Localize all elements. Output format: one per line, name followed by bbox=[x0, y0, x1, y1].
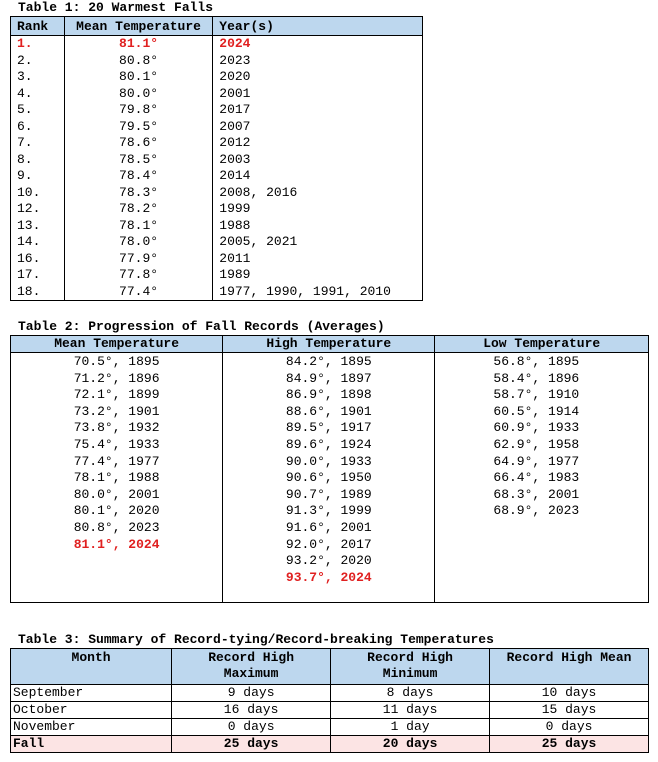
years-cell: 2001 bbox=[213, 86, 423, 103]
low-record-entry: 62.9°, 1958 bbox=[493, 436, 580, 452]
high-record-entry: 93.2°, 2020 bbox=[285, 553, 372, 569]
high-record-entry: 93.7°, 2024 bbox=[285, 569, 372, 585]
rank-cell: 3. bbox=[11, 69, 65, 86]
column-header-month: Month bbox=[11, 649, 172, 685]
mean-temperature-cell: 78.6° bbox=[64, 135, 212, 152]
high-record-entry: 88.6°, 1901 bbox=[285, 403, 372, 419]
month-cell: September bbox=[11, 685, 172, 702]
table-row bbox=[11, 185, 423, 202]
rank-cell: 17. bbox=[11, 267, 65, 284]
column-header-low-temperature: Low Temperature bbox=[435, 336, 649, 353]
table-row bbox=[11, 284, 423, 301]
years-cell: 2003 bbox=[213, 152, 423, 169]
table-row bbox=[11, 353, 649, 603]
table-row bbox=[11, 201, 423, 218]
rank-cell: 7. bbox=[11, 135, 65, 152]
table-header-row bbox=[11, 336, 649, 353]
mean-record-entry: 80.1°, 2020 bbox=[73, 503, 160, 519]
record-summary-body bbox=[11, 685, 649, 753]
mean-records-list bbox=[11, 354, 222, 553]
years-cell: 1977, 1990, 1991, 2010 bbox=[213, 284, 423, 301]
high-records-cell bbox=[223, 353, 435, 603]
high-record-entry: 91.6°, 2001 bbox=[285, 519, 372, 535]
table1-caption: Table 1: 20 Warmest Falls bbox=[18, 0, 214, 15]
mean-temperature-cell: 78.3° bbox=[64, 185, 212, 202]
high-record-entry: 84.9°, 1897 bbox=[285, 370, 372, 386]
years-cell: 1999 bbox=[213, 201, 423, 218]
record-summary-table bbox=[10, 648, 649, 753]
record-high-minimum-cell: 11 days bbox=[331, 702, 490, 719]
high-record-entry: 89.6°, 1924 bbox=[285, 436, 372, 452]
high-record-entry: 90.7°, 1989 bbox=[285, 486, 372, 502]
mean-records-cell bbox=[11, 353, 223, 603]
fall-total-row bbox=[11, 736, 649, 753]
rank-cell: 1. bbox=[11, 36, 65, 53]
table-row bbox=[11, 234, 423, 251]
table-row bbox=[11, 218, 423, 235]
high-records-list bbox=[223, 354, 434, 586]
low-record-entry: 58.4°, 1896 bbox=[493, 370, 580, 386]
low-record-entry: 58.7°, 1910 bbox=[493, 387, 580, 403]
table-row bbox=[11, 102, 423, 119]
record-high-minimum-cell: 8 days bbox=[331, 685, 490, 702]
table3-caption: Table 3: Summary of Record-tying/Record-breaking Temperatures bbox=[18, 632, 494, 647]
mean-temperature-cell: 78.4° bbox=[64, 168, 212, 185]
low-record-entry: 66.4°, 1983 bbox=[493, 470, 580, 486]
mean-temperature-cell: 80.8° bbox=[64, 53, 212, 70]
mean-record-entry: 77.4°, 1977 bbox=[73, 453, 160, 469]
warmest-falls-body bbox=[11, 36, 423, 301]
years-cell: 2011 bbox=[213, 251, 423, 268]
record-high-mean-cell: 0 days bbox=[490, 719, 649, 736]
rank-cell: 16. bbox=[11, 251, 65, 268]
mean-temperature-cell: 80.0° bbox=[64, 86, 212, 103]
record-high-mean-cell: 15 days bbox=[490, 702, 649, 719]
table-row bbox=[11, 53, 423, 70]
low-records-list bbox=[435, 354, 648, 520]
record-high-mean-cell: 25 days bbox=[490, 736, 649, 753]
years-cell: 1988 bbox=[213, 218, 423, 235]
mean-record-entry: 72.1°, 1899 bbox=[73, 387, 160, 403]
table-row bbox=[11, 251, 423, 268]
table-row bbox=[11, 719, 649, 736]
low-record-entry: 60.9°, 1933 bbox=[493, 420, 580, 436]
column-header-mean-temperature: Mean Temperature bbox=[11, 336, 223, 353]
column-header-mean-temperature: Mean Temperature bbox=[64, 17, 212, 36]
mean-record-entry: 80.8°, 2023 bbox=[73, 519, 160, 535]
rank-cell: 8. bbox=[11, 152, 65, 169]
rank-cell: 14. bbox=[11, 234, 65, 251]
high-record-entry: 84.2°, 1895 bbox=[285, 354, 372, 369]
table-row bbox=[11, 69, 423, 86]
fall-records-progression-table bbox=[10, 335, 649, 603]
table-row bbox=[11, 267, 423, 284]
mean-record-entry: 73.8°, 1932 bbox=[73, 420, 160, 436]
table-header-row bbox=[11, 649, 649, 685]
high-record-entry: 90.6°, 1950 bbox=[285, 470, 372, 486]
rank-cell: 12. bbox=[11, 201, 65, 218]
mean-temperature-cell: 80.1° bbox=[64, 69, 212, 86]
years-cell: 2012 bbox=[213, 135, 423, 152]
mean-temperature-cell: 79.5° bbox=[64, 119, 212, 136]
table-header-row bbox=[11, 17, 423, 36]
month-cell: November bbox=[11, 719, 172, 736]
low-record-entry: 68.3°, 2001 bbox=[493, 486, 580, 502]
high-record-entry: 86.9°, 1898 bbox=[285, 387, 372, 403]
column-header-high-temperature: High Temperature bbox=[223, 336, 435, 353]
high-record-entry: 91.3°, 1999 bbox=[285, 503, 372, 519]
mean-temperature-cell: 77.8° bbox=[64, 267, 212, 284]
month-cell: October bbox=[11, 702, 172, 719]
mean-record-entry: 80.0°, 2001 bbox=[73, 486, 160, 502]
years-cell: 2020 bbox=[213, 69, 423, 86]
rank-cell: 5. bbox=[11, 102, 65, 119]
low-record-entry: 60.5°, 1914 bbox=[493, 403, 580, 419]
low-record-entry: 64.9°, 1977 bbox=[493, 453, 580, 469]
years-cell: 1989 bbox=[213, 267, 423, 284]
table-row bbox=[11, 36, 423, 53]
mean-temperature-cell: 78.0° bbox=[64, 234, 212, 251]
header-text: Record High Maximum bbox=[208, 650, 295, 681]
years-cell: 2008, 2016 bbox=[213, 185, 423, 202]
column-header-rank: Rank bbox=[11, 17, 65, 36]
column-header-years: Year(s) bbox=[213, 17, 423, 36]
record-high-mean-cell: 10 days bbox=[490, 685, 649, 702]
table2-caption: Table 2: Progression of Fall Records (Averages) bbox=[18, 319, 385, 334]
mean-temperature-cell: 78.5° bbox=[64, 152, 212, 169]
mean-record-entry: 71.2°, 1896 bbox=[73, 370, 160, 386]
rank-cell: 6. bbox=[11, 119, 65, 136]
table-row bbox=[11, 152, 423, 169]
table-row bbox=[11, 86, 423, 103]
rank-cell: 18. bbox=[11, 284, 65, 301]
record-high-minimum-cell: 1 day bbox=[331, 719, 490, 736]
table-row bbox=[11, 685, 649, 702]
low-records-cell bbox=[435, 353, 649, 603]
record-high-minimum-cell: 20 days bbox=[331, 736, 490, 753]
record-high-maximum-cell: 16 days bbox=[172, 702, 331, 719]
mean-temperature-cell: 79.8° bbox=[64, 102, 212, 119]
table-row bbox=[11, 135, 423, 152]
years-cell: 2024 bbox=[213, 36, 423, 53]
years-cell: 2007 bbox=[213, 119, 423, 136]
mean-record-entry: 78.1°, 1988 bbox=[73, 470, 160, 486]
low-record-entry: 56.8°, 1895 bbox=[493, 354, 580, 369]
header-text: Record High Minimum bbox=[367, 650, 453, 681]
table-row bbox=[11, 168, 423, 185]
rank-cell: 13. bbox=[11, 218, 65, 235]
years-cell: 2023 bbox=[213, 53, 423, 70]
mean-record-entry: 75.4°, 1933 bbox=[73, 436, 160, 452]
warmest-falls-table bbox=[10, 16, 423, 301]
rank-cell: 2. bbox=[11, 53, 65, 70]
mean-temperature-cell: 81.1° bbox=[64, 36, 212, 53]
mean-temperature-cell: 77.9° bbox=[64, 251, 212, 268]
high-record-entry: 92.0°, 2017 bbox=[285, 536, 372, 552]
rank-cell: 9. bbox=[11, 168, 65, 185]
high-record-entry: 90.0°, 1933 bbox=[285, 453, 372, 469]
table-row bbox=[11, 702, 649, 719]
mean-record-entry: 70.5°, 1895 bbox=[73, 354, 160, 369]
record-high-maximum-cell: 0 days bbox=[172, 719, 331, 736]
years-cell: 2017 bbox=[213, 102, 423, 119]
low-record-entry: 68.9°, 2023 bbox=[493, 503, 580, 519]
years-cell: 2005, 2021 bbox=[213, 234, 423, 251]
rank-cell: 10. bbox=[11, 185, 65, 202]
mean-temperature-cell: 78.1° bbox=[64, 218, 212, 235]
mean-temperature-cell: 77.4° bbox=[64, 284, 212, 301]
record-high-maximum-cell: 9 days bbox=[172, 685, 331, 702]
rank-cell: 4. bbox=[11, 86, 65, 103]
high-record-entry: 89.5°, 1917 bbox=[285, 420, 372, 436]
years-cell: 2014 bbox=[213, 168, 423, 185]
mean-record-entry: 73.2°, 1901 bbox=[73, 403, 160, 419]
column-header-record-high-mean: Record High Mean bbox=[490, 649, 649, 685]
mean-record-entry: 81.1°, 2024 bbox=[73, 536, 160, 552]
record-high-maximum-cell: 25 days bbox=[172, 736, 331, 753]
month-cell: Fall bbox=[11, 736, 172, 753]
mean-temperature-cell: 78.2° bbox=[64, 201, 212, 218]
column-header-record-high-maximum bbox=[172, 649, 331, 685]
column-header-record-high-minimum bbox=[331, 649, 490, 685]
table-row bbox=[11, 119, 423, 136]
